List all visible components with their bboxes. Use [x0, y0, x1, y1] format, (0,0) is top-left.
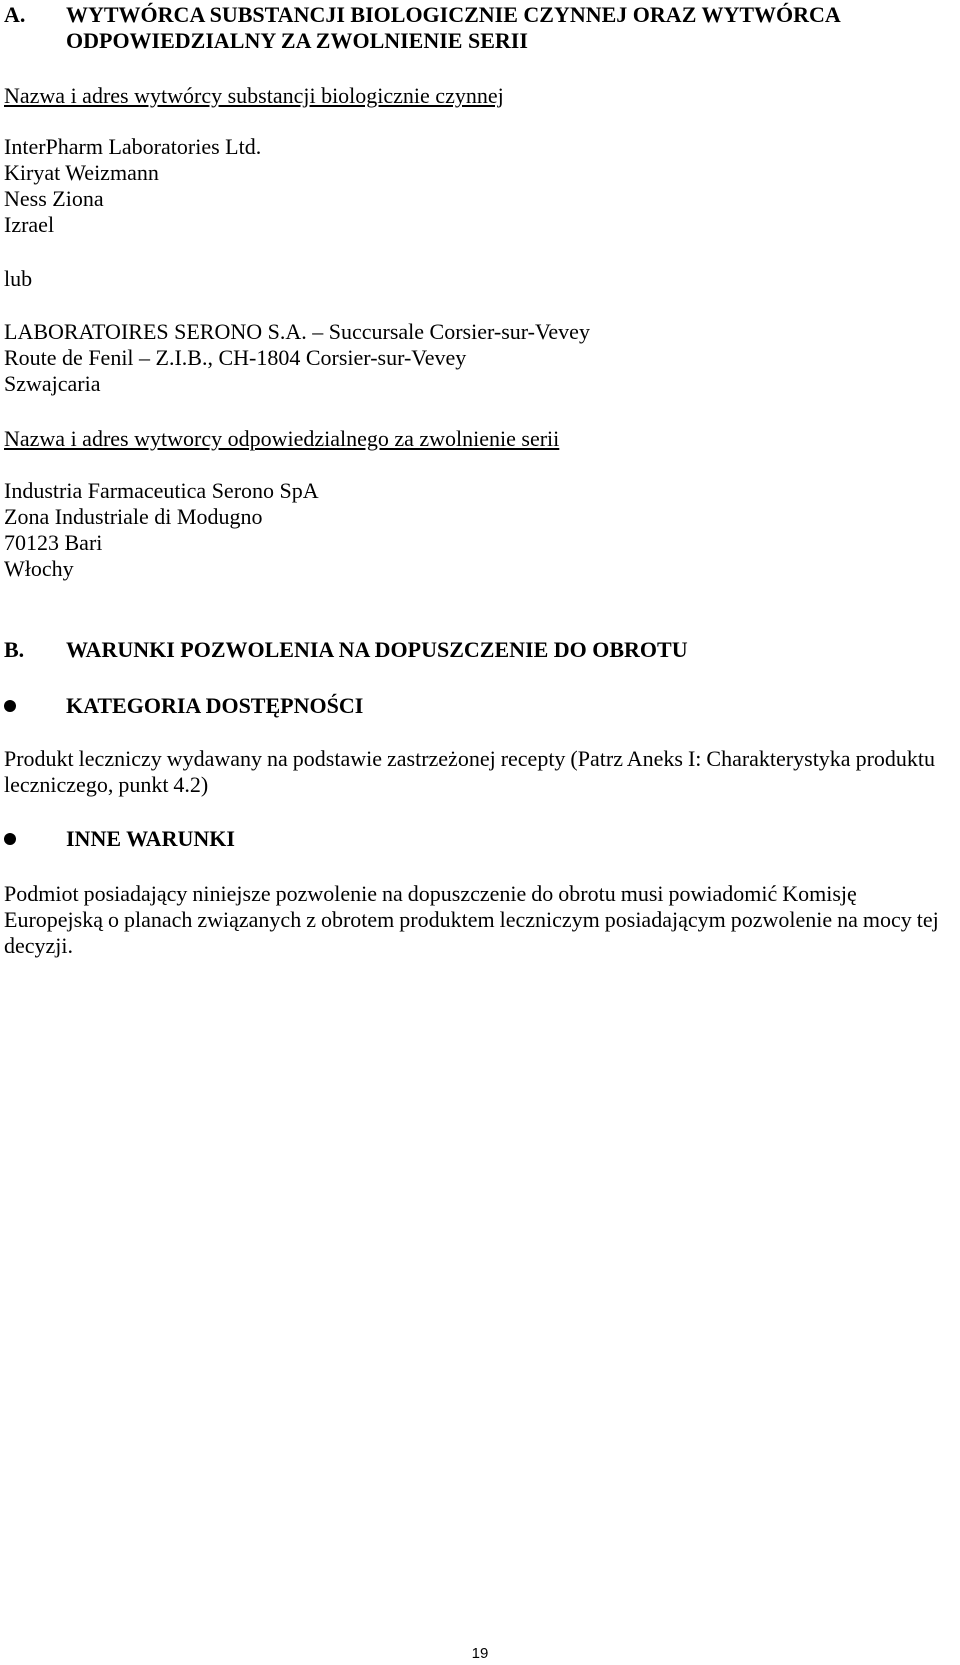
manufacturer2-line: LABORATOIRES SERONO S.A. – Succursale Corsier-sur-Vevey	[4, 319, 590, 344]
section-b-title: WARUNKI POZWOLENIA NA DOPUSZCZENIE DO OBROTU	[66, 637, 688, 662]
bullet-icon	[4, 833, 16, 845]
manufacturer1-line: Izrael	[4, 212, 55, 237]
manufacturer1-address	[4, 134, 954, 238]
section-a-title-line2: ODPOWIEDZIALNY ZA ZWOLNIENIE SERII	[66, 28, 528, 53]
manufacturer2-line: Route de Fenil – Z.I.B., CH-1804 Corsier-sur-Vevey	[4, 345, 467, 370]
manufacturer1-line: Kiryat Weizmann	[4, 160, 159, 185]
manufacturer1-line: Ness Ziona	[4, 186, 104, 211]
release-heading: Nazwa i adres wytworcy odpowiedzialnego za zwolnienie serii	[4, 426, 560, 451]
manufacturer-heading: Nazwa i adres wytwórcy substancji biologicznie czynnej	[4, 83, 504, 108]
other-text: Podmiot posiadający niniejsze pozwolenie na dopuszczenie do obrotu musi powiadomić Komisję Europejską o planach związanych z obrotem produktem leczniczym posiadającym pozwolenie na mocy tej decyzji.	[4, 881, 939, 958]
manufacturer2-address	[4, 319, 954, 397]
category-text: Produkt leczniczy wydawany na podstawie zastrzeżonej recepty (Patrz Aneks I: Charakterystyka produktu leczniczego, punkt 4.2)	[4, 746, 936, 797]
section-b-number: B.	[4, 637, 25, 662]
section-a-number: A.	[4, 2, 26, 27]
other-heading: INNE WARUNKI	[66, 826, 235, 851]
release-line: Zona Industriale di Modugno	[4, 504, 263, 529]
manufacturer2-line: Szwajcaria	[4, 371, 101, 396]
section-a-title-line1: WYTWÓRCA SUBSTANCJI BIOLOGICZNIE CZYNNEJ ORAZ WYTWÓRCA	[66, 2, 841, 27]
release-address	[4, 478, 954, 582]
page-number: 19	[471, 1645, 489, 1662]
release-line: Włochy	[4, 556, 74, 581]
release-line: Industria Farmaceutica Serono SpA	[4, 478, 319, 503]
or-text: lub	[4, 266, 33, 291]
bullet-icon	[4, 700, 16, 712]
category-heading: KATEGORIA DOSTĘPNOŚCI	[66, 693, 364, 718]
manufacturer1-line: InterPharm Laboratories Ltd.	[4, 134, 262, 159]
section-a-title	[66, 2, 841, 54]
release-line: 70123 Bari	[4, 530, 103, 555]
